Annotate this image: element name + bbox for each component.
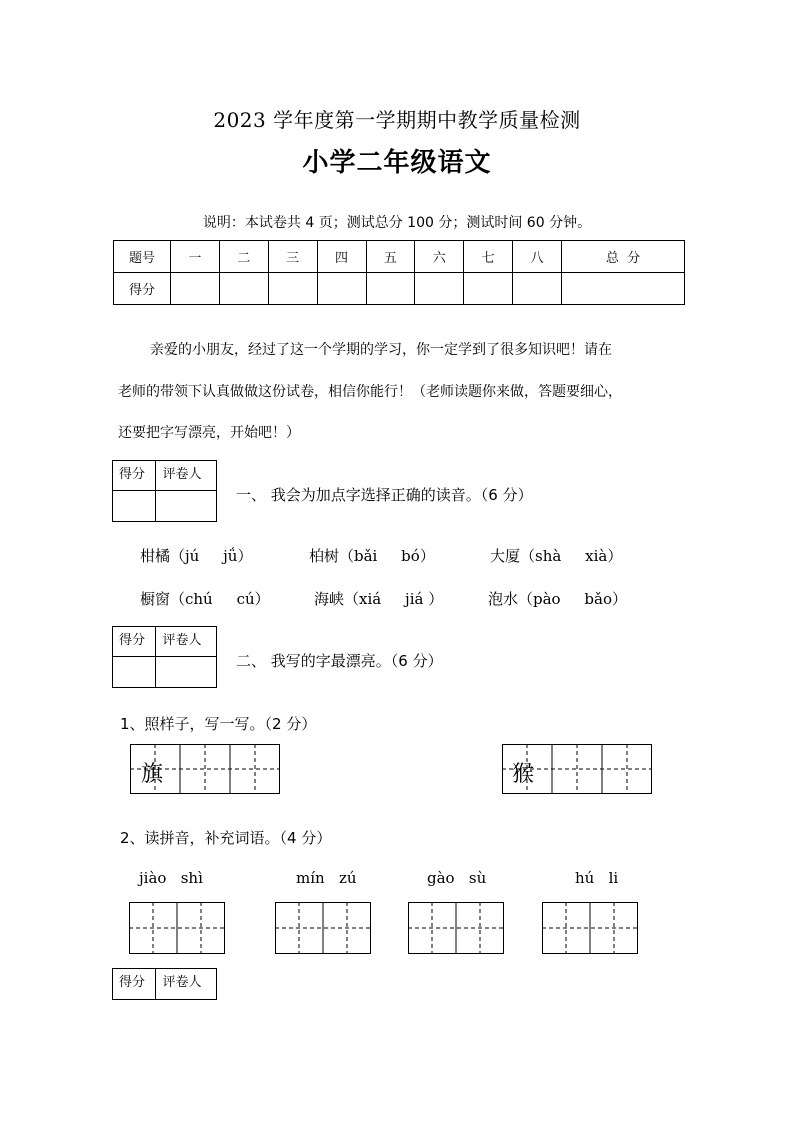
grader-name-label: 评卷人 (156, 627, 217, 657)
example-char: 猴 (512, 762, 535, 787)
pinyin-prompt: jiào shì (139, 869, 203, 887)
score-table-col: 二 (219, 241, 268, 273)
score-table-col: 一 (171, 241, 220, 273)
grader-score-label: 得分 (113, 969, 156, 1000)
score-cell[interactable] (464, 273, 513, 305)
score-table-col: 五 (366, 241, 415, 273)
score-table (113, 240, 685, 305)
answer-grid[interactable] (129, 902, 225, 954)
pinyin-prompt: gào sù (427, 869, 487, 887)
section-2-title: 二、 我写的字最漂亮。（6 分） (236, 652, 443, 670)
intro-line-3: 还要把字写漂亮，开始吧！） (118, 425, 300, 441)
score-table-col: 七 (464, 241, 513, 273)
pinyin-item: 柏树（bǎi bó） (309, 547, 435, 565)
score-cell[interactable] (366, 273, 415, 305)
pinyin-item: 橱窗（chú cú） (140, 590, 270, 608)
score-cell[interactable] (415, 273, 464, 305)
score-table-col: 四 (317, 241, 366, 273)
score-table-col: 三 (268, 241, 317, 273)
score-cell[interactable] (317, 273, 366, 305)
answer-grid[interactable] (542, 902, 638, 954)
exam-instructions: 说明：本试卷共 4 页；测试总分 100 分；测试时间 60 分钟。 (202, 215, 592, 231)
grader-score-cell[interactable] (113, 491, 156, 522)
pinyin-prompt: hú li (575, 869, 619, 887)
answer-grid[interactable] (275, 902, 371, 954)
score-cell[interactable] (562, 273, 685, 305)
score-table-header-row (114, 241, 685, 273)
grader-box (112, 626, 217, 688)
pinyin-item: 海峡（xiá jiá ） (314, 590, 444, 608)
grader-name-cell[interactable] (156, 491, 217, 522)
intro-line-1: 亲爱的小朋友，经过了这一个学期的学习，你一定学到了很多知识吧！请在 (150, 342, 612, 358)
section-1-title: 一、 我会为加点字选择正确的读音。（6 分） (236, 486, 533, 504)
score-table-col: 八 (513, 241, 562, 273)
grader-score-cell[interactable] (113, 657, 156, 688)
grader-score-label: 得分 (113, 461, 156, 491)
score-table-label: 题号 (114, 241, 171, 273)
score-cell[interactable] (171, 273, 220, 305)
grader-name-cell[interactable] (156, 657, 217, 688)
score-table-score-row (114, 273, 685, 305)
grader-name-label: 评卷人 (156, 461, 217, 491)
exam-title: 2023 学年度第一学期期中教学质量检测 (213, 108, 581, 132)
score-cell[interactable] (268, 273, 317, 305)
grader-name-label: 评卷人 (156, 969, 217, 1000)
score-cell[interactable] (219, 273, 268, 305)
question-1-title: 1、照样子，写一写。（2 分） (120, 715, 317, 733)
intro-line-2: 老师的带领下认真做做这份试卷，相信你能行！（老师读题你来做，答题要细心， (118, 384, 622, 400)
score-cell[interactable] (513, 273, 562, 305)
exam-subtitle: 小学二年级语文 (302, 148, 492, 178)
question-2-title: 2、读拼音，补充词语。（4 分） (120, 829, 332, 847)
grader-box (112, 460, 217, 522)
score-table-label: 得分 (114, 273, 171, 305)
score-table-col: 总 分 (562, 241, 685, 273)
answer-grid[interactable] (408, 902, 504, 954)
score-table-col: 六 (415, 241, 464, 273)
grader-box (112, 968, 217, 1000)
pinyin-item: 大厦（shà xià） (490, 547, 623, 565)
example-char: 旗 (141, 762, 164, 787)
pinyin-prompt: mín zú (296, 869, 357, 887)
grader-score-label: 得分 (113, 627, 156, 657)
pinyin-item: 柑橘（jú jǘ） (140, 547, 253, 565)
pinyin-item: 泡水（pào bǎo） (488, 590, 627, 608)
